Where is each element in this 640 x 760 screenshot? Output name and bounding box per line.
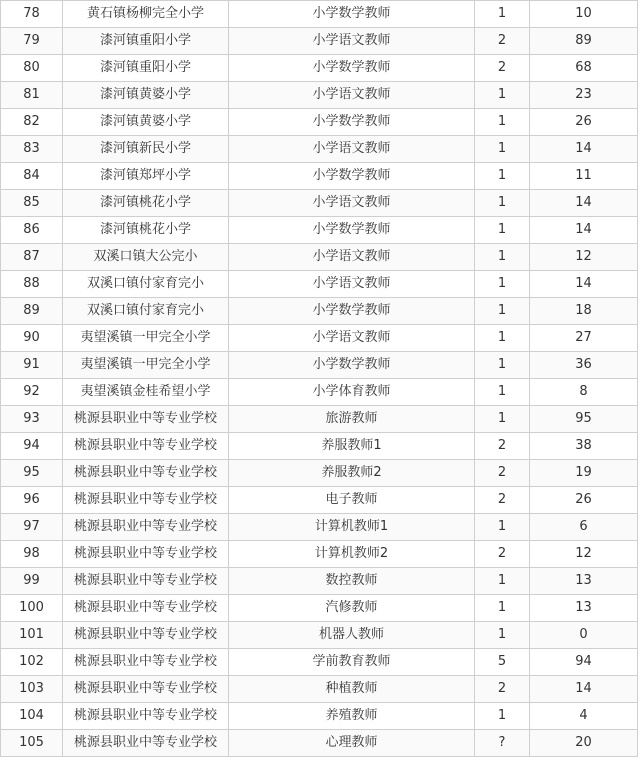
hire-count-cell: 1 [475,568,530,595]
table-row [1,703,638,730]
position-cell: 小学语文教师 [229,244,475,271]
row-number-cell: 101 [1,622,63,649]
table-row [1,541,638,568]
table-row [1,487,638,514]
hire-count-cell: 1 [475,244,530,271]
school-name-cell: 双溪口镇付家育完小 [63,271,229,298]
applicant-count-cell: 36 [530,352,638,379]
hire-count-cell: 2 [475,55,530,82]
hire-count-cell: 1 [475,82,530,109]
row-number-cell: 104 [1,703,63,730]
row-number-cell: 103 [1,676,63,703]
row-number-cell: 97 [1,514,63,541]
applicant-count-cell: 18 [530,298,638,325]
applicant-count-cell: 38 [530,433,638,460]
hire-count-cell: 1 [475,190,530,217]
position-cell: 小学数学教师 [229,109,475,136]
row-number-cell: 95 [1,460,63,487]
table-row [1,622,638,649]
row-number-cell: 98 [1,541,63,568]
row-number-cell: 93 [1,406,63,433]
table-row [1,271,638,298]
row-number-cell: 96 [1,487,63,514]
school-name-cell: 桃源县职业中等专业学校 [63,703,229,730]
applicant-count-cell: 14 [530,190,638,217]
school-name-cell: 桃源县职业中等专业学校 [63,514,229,541]
position-cell: 小学语文教师 [229,136,475,163]
table-row [1,325,638,352]
table-row [1,298,638,325]
school-name-cell: 桃源县职业中等专业学校 [63,622,229,649]
hire-count-cell: 2 [475,433,530,460]
row-number-cell: 94 [1,433,63,460]
school-name-cell: 桃源县职业中等专业学校 [63,406,229,433]
school-name-cell: 漆河镇黄婆小学 [63,82,229,109]
school-name-cell: 漆河镇重阳小学 [63,55,229,82]
hire-count-cell: 1 [475,595,530,622]
table-row [1,406,638,433]
row-number-cell: 89 [1,298,63,325]
row-number-cell: 88 [1,271,63,298]
position-cell: 养服教师2 [229,460,475,487]
row-number-cell: 83 [1,136,63,163]
applicant-count-cell: 19 [530,460,638,487]
applicant-count-cell: 95 [530,406,638,433]
school-name-cell: 漆河镇桃花小学 [63,217,229,244]
table-row [1,244,638,271]
position-cell: 养殖教师 [229,703,475,730]
school-name-cell: 漆河镇郑坪小学 [63,163,229,190]
position-cell: 小学语文教师 [229,82,475,109]
applicant-count-cell: 14 [530,271,638,298]
hire-count-cell: 1 [475,271,530,298]
table-row [1,676,638,703]
hire-count-cell: ? [475,730,530,757]
hire-count-cell: 2 [475,676,530,703]
position-cell: 学前教育教师 [229,649,475,676]
table-row [1,109,638,136]
hire-count-cell: 1 [475,622,530,649]
applicant-count-cell: 14 [530,217,638,244]
school-name-cell: 漆河镇新民小学 [63,136,229,163]
row-number-cell: 105 [1,730,63,757]
school-name-cell: 桃源县职业中等专业学校 [63,487,229,514]
school-name-cell: 夷望溪镇金桂希望小学 [63,379,229,406]
applicant-count-cell: 6 [530,514,638,541]
row-number-cell: 92 [1,379,63,406]
table-row [1,28,638,55]
position-cell: 机器人教师 [229,622,475,649]
position-cell: 养服教师1 [229,433,475,460]
row-number-cell: 90 [1,325,63,352]
school-name-cell: 桃源县职业中等专业学校 [63,460,229,487]
table-row [1,136,638,163]
school-name-cell: 双溪口镇付家育完小 [63,298,229,325]
position-cell: 小学语文教师 [229,271,475,298]
position-cell: 汽修教师 [229,595,475,622]
table-row [1,163,638,190]
applicant-count-cell: 26 [530,109,638,136]
school-name-cell: 夷望溪镇一甲完全小学 [63,352,229,379]
hire-count-cell: 1 [475,217,530,244]
position-cell: 小学体育教师 [229,379,475,406]
school-name-cell: 桃源县职业中等专业学校 [63,433,229,460]
row-number-cell: 78 [1,1,63,28]
row-number-cell: 99 [1,568,63,595]
row-number-cell: 82 [1,109,63,136]
school-name-cell: 黄石镇杨柳完全小学 [63,1,229,28]
table-row [1,55,638,82]
applicant-count-cell: 12 [530,244,638,271]
hire-count-cell: 1 [475,352,530,379]
hire-count-cell: 1 [475,1,530,28]
position-cell: 种植教师 [229,676,475,703]
school-name-cell: 漆河镇重阳小学 [63,28,229,55]
position-cell: 小学数学教师 [229,55,475,82]
applicant-count-cell: 8 [530,379,638,406]
position-cell: 数控教师 [229,568,475,595]
school-name-cell: 漆河镇桃花小学 [63,190,229,217]
applicant-count-cell: 11 [530,163,638,190]
school-name-cell: 桃源县职业中等专业学校 [63,676,229,703]
applicant-count-cell: 26 [530,487,638,514]
school-name-cell: 桃源县职业中等专业学校 [63,649,229,676]
hire-count-cell: 1 [475,163,530,190]
table-row [1,514,638,541]
hire-count-cell: 5 [475,649,530,676]
applicant-count-cell: 12 [530,541,638,568]
applicant-count-cell: 13 [530,595,638,622]
applicant-count-cell: 89 [530,28,638,55]
row-number-cell: 80 [1,55,63,82]
hire-count-cell: 1 [475,406,530,433]
school-name-cell: 桃源县职业中等专业学校 [63,568,229,595]
hire-count-cell: 2 [475,460,530,487]
applicant-count-cell: 14 [530,136,638,163]
row-number-cell: 84 [1,163,63,190]
position-cell: 小学数学教师 [229,1,475,28]
position-cell: 小学数学教师 [229,298,475,325]
school-name-cell: 夷望溪镇一甲完全小学 [63,325,229,352]
table-body [1,1,638,757]
position-cell: 小学语文教师 [229,325,475,352]
row-number-cell: 87 [1,244,63,271]
row-number-cell: 91 [1,352,63,379]
table-row [1,730,638,757]
hire-count-cell: 2 [475,541,530,568]
position-cell: 旅游教师 [229,406,475,433]
school-name-cell: 桃源县职业中等专业学校 [63,730,229,757]
hire-count-cell: 2 [475,28,530,55]
table-row [1,1,638,28]
hire-count-cell: 1 [475,136,530,163]
hire-count-cell: 2 [475,487,530,514]
row-number-cell: 81 [1,82,63,109]
position-cell: 小学数学教师 [229,352,475,379]
table-row [1,352,638,379]
row-number-cell: 102 [1,649,63,676]
table-row [1,460,638,487]
position-cell: 小学数学教师 [229,163,475,190]
applicant-count-cell: 0 [530,622,638,649]
hire-count-cell: 1 [475,298,530,325]
position-cell: 心理教师 [229,730,475,757]
applicant-count-cell: 20 [530,730,638,757]
applicant-count-cell: 10 [530,1,638,28]
hire-count-cell: 1 [475,703,530,730]
applicant-count-cell: 68 [530,55,638,82]
position-cell: 小学数学教师 [229,217,475,244]
table-row [1,568,638,595]
applicant-count-cell: 14 [530,676,638,703]
row-number-cell: 85 [1,190,63,217]
position-cell: 计算机教师1 [229,514,475,541]
hire-count-cell: 1 [475,379,530,406]
row-number-cell: 100 [1,595,63,622]
school-name-cell: 桃源县职业中等专业学校 [63,595,229,622]
applicant-count-cell: 23 [530,82,638,109]
school-name-cell: 桃源县职业中等专业学校 [63,541,229,568]
table-row [1,217,638,244]
table-row [1,595,638,622]
position-cell: 小学语文教师 [229,28,475,55]
row-number-cell: 79 [1,28,63,55]
hire-count-cell: 1 [475,109,530,136]
applicant-count-cell: 4 [530,703,638,730]
position-cell: 电子教师 [229,487,475,514]
position-cell: 计算机教师2 [229,541,475,568]
applicant-count-cell: 27 [530,325,638,352]
applicant-count-cell: 13 [530,568,638,595]
table-row [1,379,638,406]
position-cell: 小学语文教师 [229,190,475,217]
school-name-cell: 漆河镇黄婆小学 [63,109,229,136]
table-row [1,82,638,109]
table-row [1,649,638,676]
table-row [1,190,638,217]
hire-count-cell: 1 [475,514,530,541]
applicant-count-cell: 94 [530,649,638,676]
table-row [1,433,638,460]
hire-count-cell: 1 [475,325,530,352]
row-number-cell: 86 [1,217,63,244]
school-name-cell: 双溪口镇大公完小 [63,244,229,271]
